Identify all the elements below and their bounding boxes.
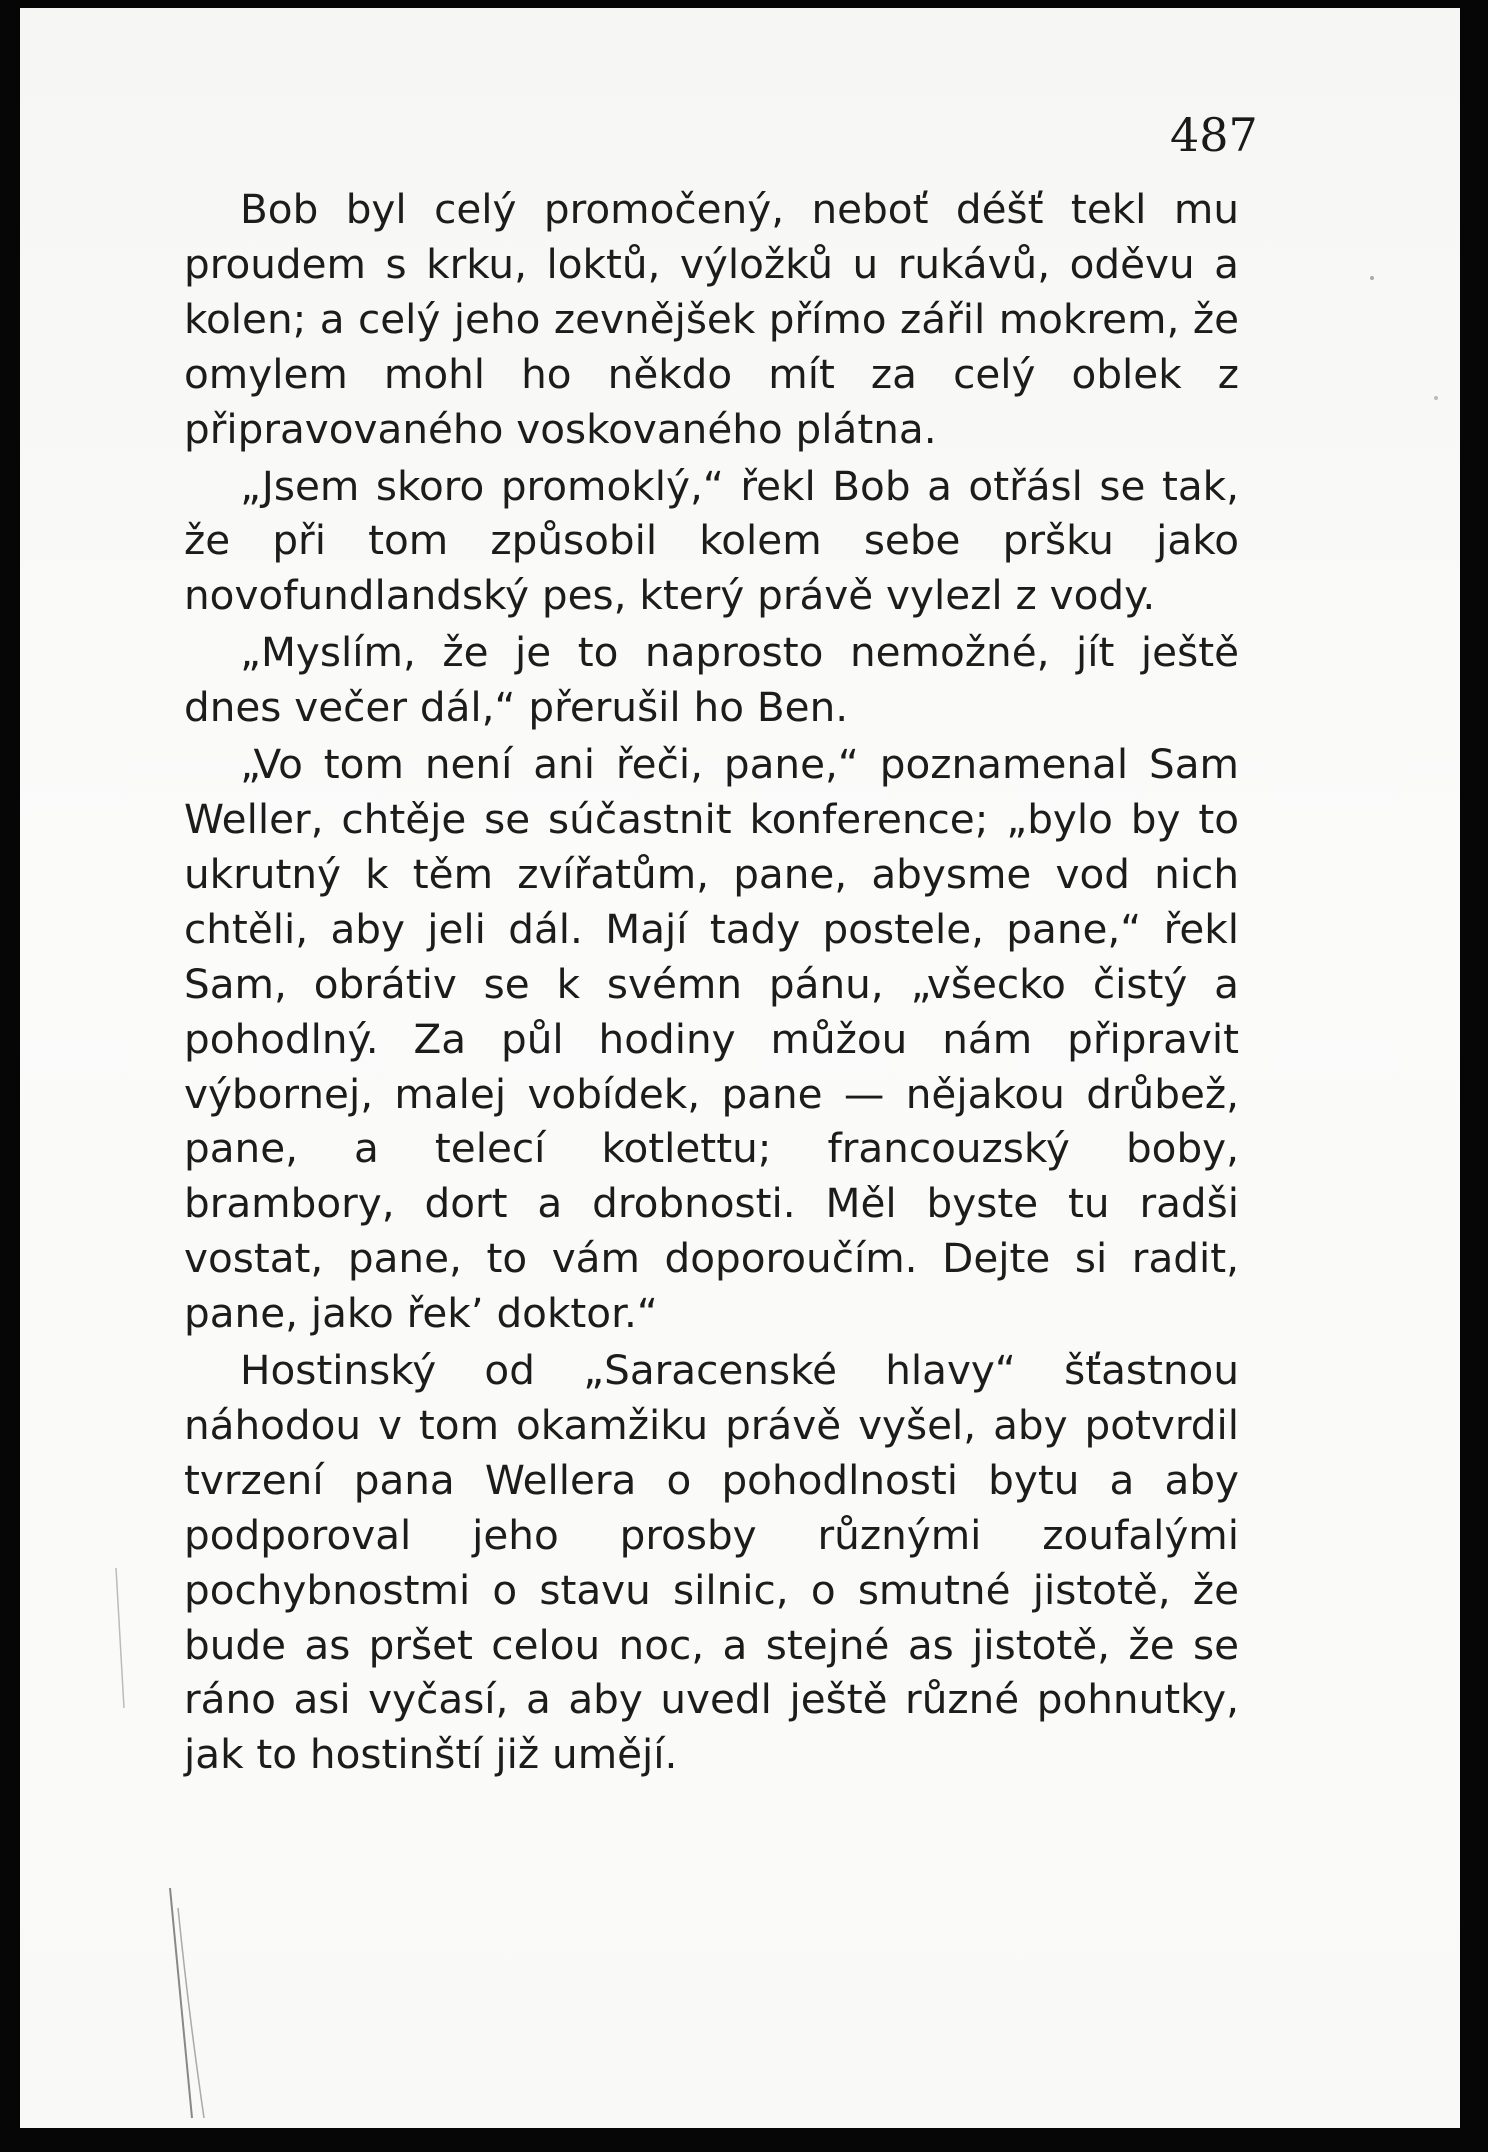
page-number: 487	[1170, 108, 1258, 162]
paragraph-3: „Myslím, že je to naprosto nemožné, jít ještě dnes večer dál,“ přerušil ho Ben.	[184, 628, 1239, 732]
paragraph-5: Hostinský od „Saracenské hlavy“ šťastnou náhodou v tom okamžiku právě vyšel, aby potvrdil tvrzení pana Wellera o pohodlnosti bytu a aby podporoval jeho prosby různými zoufalými pochybnostmi o stavu silnic, o smutné jistotě, že bude as pršet celou noc, a stejné as jistotě, že se ráno asi vyčasí, a aby uvedl ještě různé pohnutky, jak to hostinští již umějí.	[184, 1346, 1239, 1779]
book-page	[20, 8, 1460, 2128]
paragraph-2: „Jsem skoro promoklý,“ řekl Bob a otřásl se tak, že při tom způsobil kolem sebe pršku jako novofundlandský pes, který právě vylezl z vody.	[184, 461, 1239, 620]
page-scan-marks	[20, 8, 1460, 2128]
paragraph-1: Bob byl celý promočený, neboť déšť tekl mu proudem s krku, loktů, výložků u rukávů, oděvu a kolen; a celý jeho zevnějšek přímo zářil mokrem, že omylem mohl ho někdo mít za celý oblek z připravovaného voskovaného plátna.	[184, 185, 1239, 453]
paragraph-4: „Vo tom není ani řeči, pane,“ poznamenal Sam Weller, chtěje se súčastnit konference; „bylo by to ukrutný k těm zvířatům, pane, abysme vod nich chtěli, aby jeli dál. Mají tady postele, pane,“ řekl Sam, obrátiv se k svémn pánu, „všecko čistý a pohodlný. Za půl hodiny můžou nám připravit výbornej, malej vobídek, pane — nějakou drůbež, pane, a telecí kotlettu; francouzský boby, brambory, dort a drobnosti. Měl byste tu radši vostat, pane, to vám doporoučím. Dejte si radit, pane, jako řek’ doktor.“	[184, 740, 1239, 1338]
